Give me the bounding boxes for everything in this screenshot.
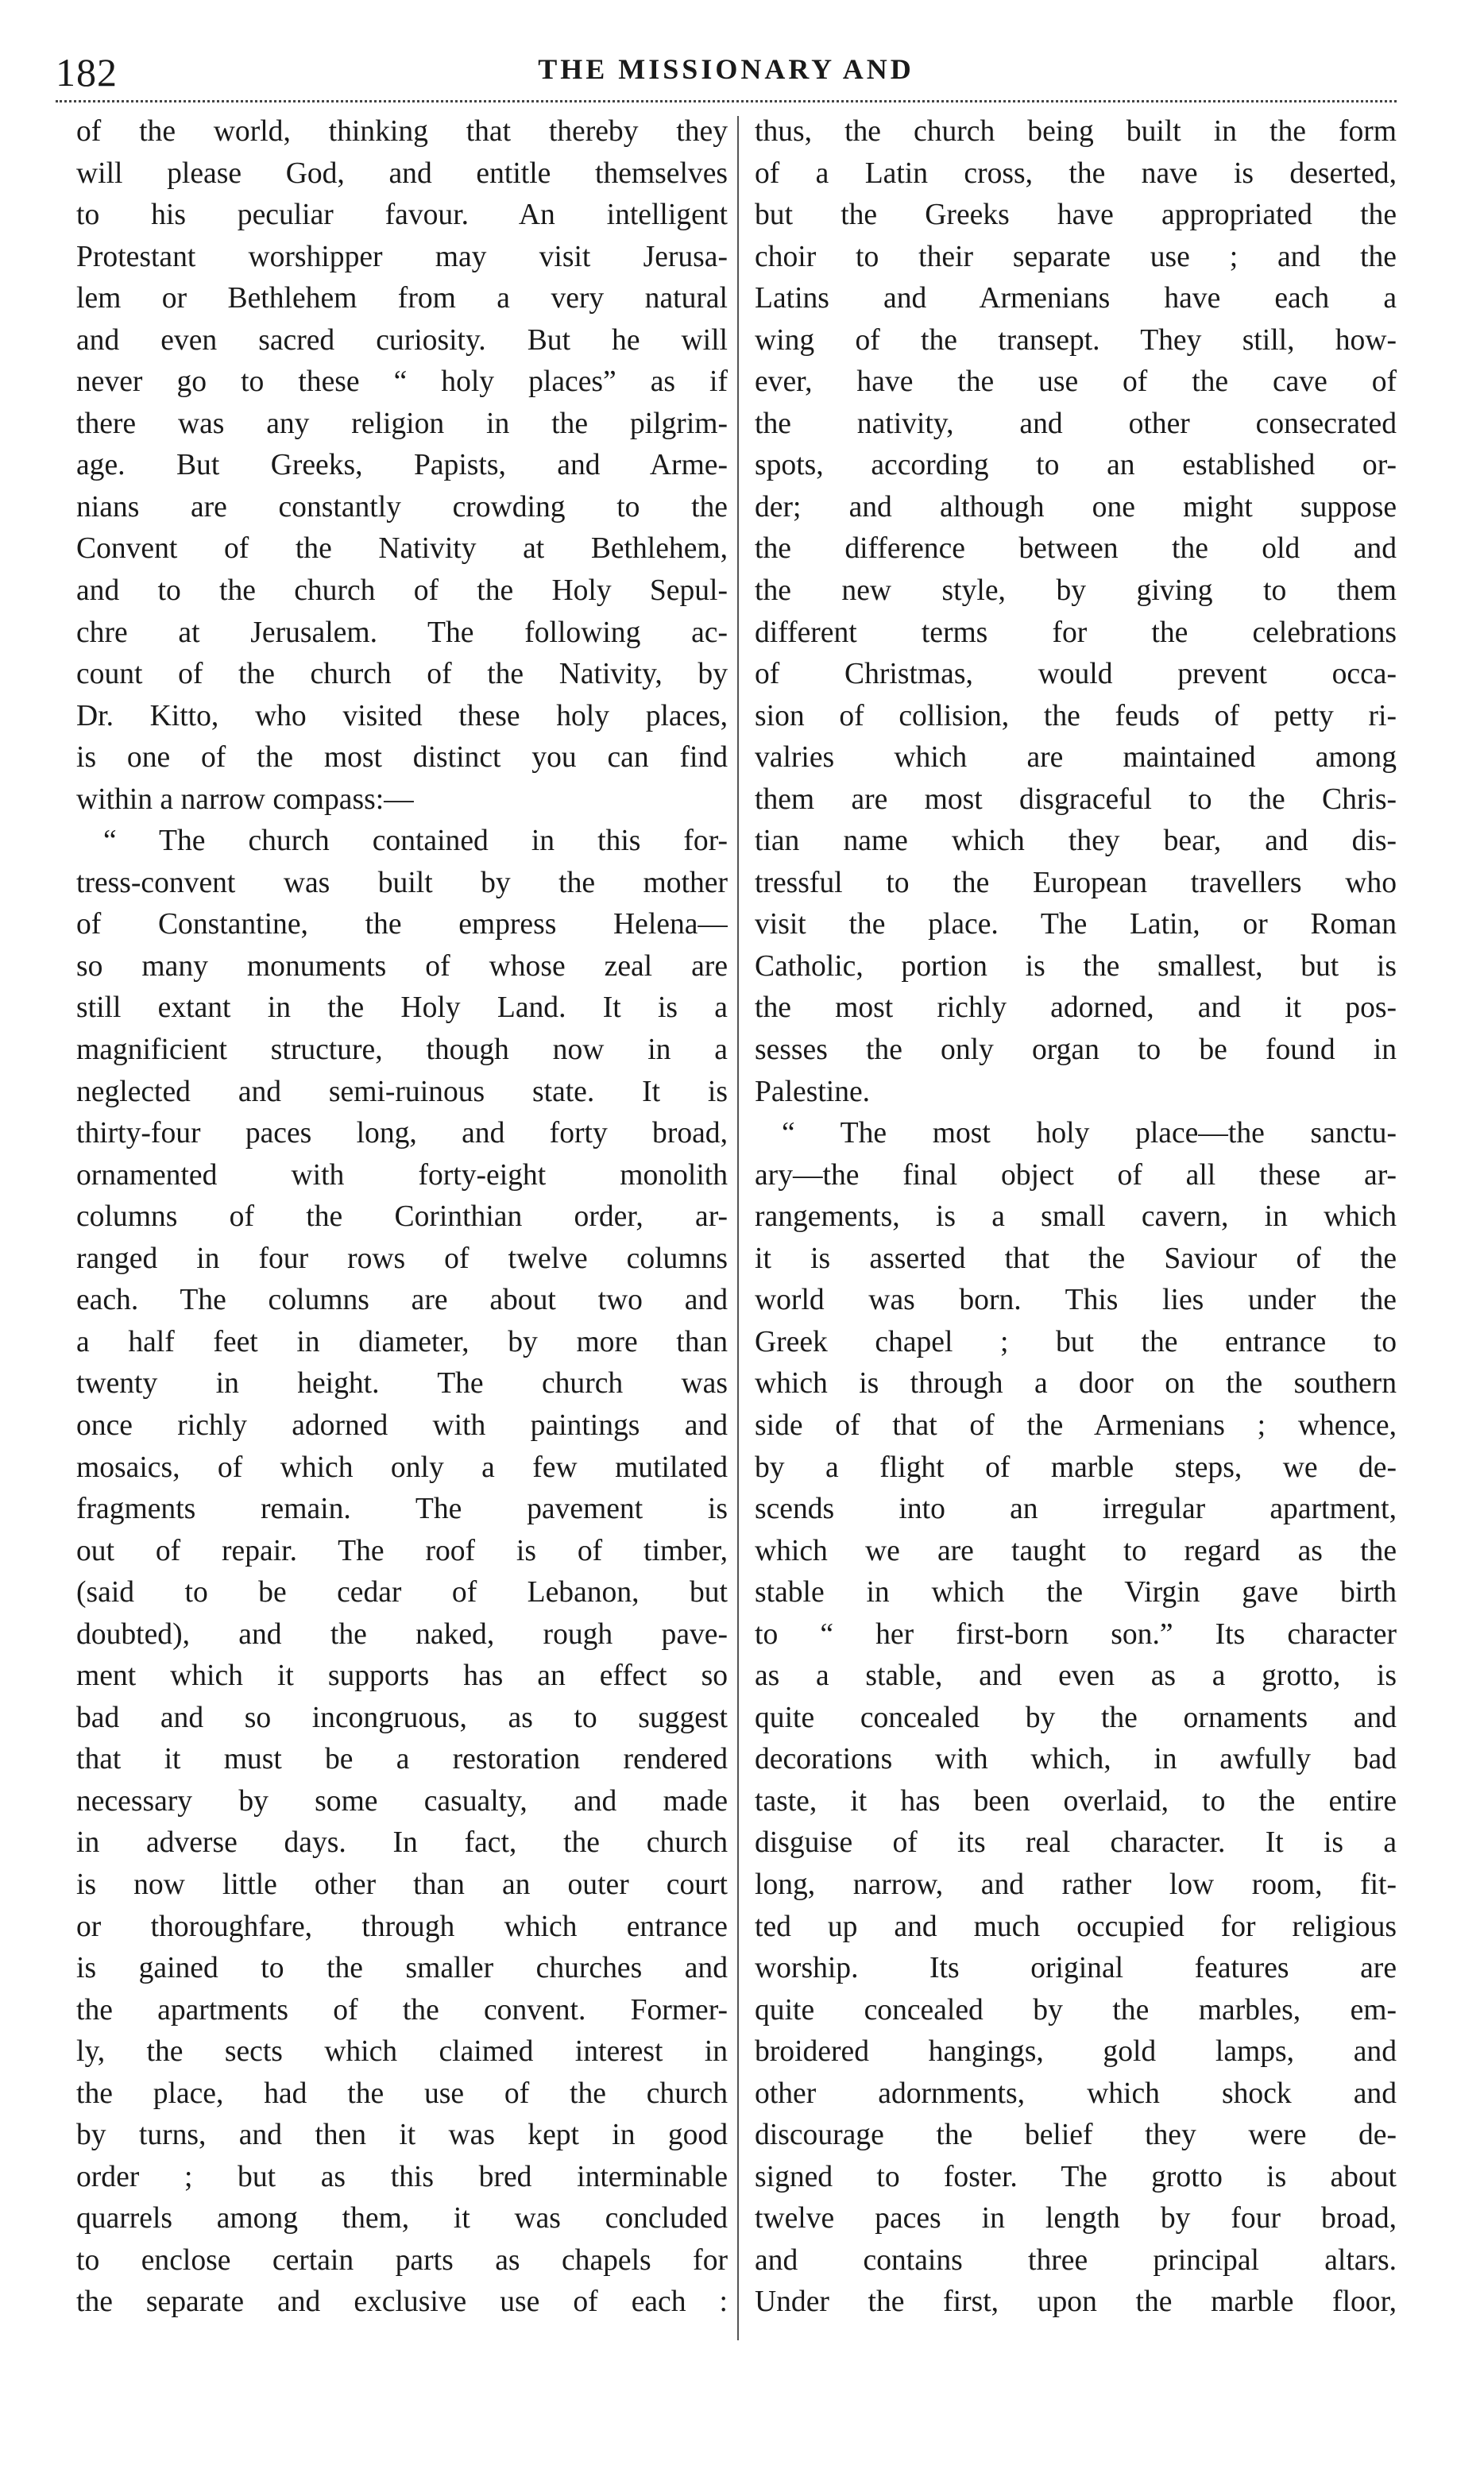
text-line: within a narrow compass:— bbox=[76, 782, 414, 816]
text-line: columns of the Corinthian order, ar- bbox=[76, 1200, 728, 1234]
text-line: to enclose certain parts as chapels for bbox=[76, 2243, 728, 2277]
text-line: twelve paces in length by four broad, bbox=[755, 2202, 1397, 2235]
text-line: the difference between the old and bbox=[755, 532, 1397, 566]
text-line: of a Latin cross, the nave is deserted, bbox=[755, 156, 1397, 190]
text-line: but the Greeks have appropriated the bbox=[755, 199, 1397, 232]
text-line: thus, the church being built in the form bbox=[755, 115, 1397, 148]
text-line: “ The church contained in this for- bbox=[103, 825, 728, 858]
text-line: der; and although one might suppose bbox=[755, 490, 1397, 524]
text-line: of Constantine, the empress Helena— bbox=[76, 908, 728, 941]
text-line: Dr. Kitto, who visited these holy places, bbox=[76, 699, 728, 732]
text-line: is one of the most distinct you can find bbox=[76, 741, 728, 775]
text-line: signed to foster. The grotto is about bbox=[755, 2160, 1397, 2193]
right-column bbox=[755, 111, 1397, 2324]
text-line: once richly adorned with paintings and bbox=[76, 1408, 728, 1442]
text-line: sesses the only organ to be found in bbox=[755, 1034, 1397, 1067]
text-line: fragments remain. The pavement is bbox=[76, 1493, 728, 1526]
text-line: Catholic, portion is the smallest, but is bbox=[755, 949, 1397, 983]
text-line: as a stable, and even as a grotto, is bbox=[755, 1660, 1397, 1693]
text-line: and to the church of the Holy Sepul- bbox=[76, 574, 728, 608]
text-line: so many monuments of whose zeal are bbox=[76, 949, 728, 983]
text-line: chre at Jerusalem. The following ac- bbox=[76, 616, 728, 649]
text-line: to his peculiar favour. An intelligent bbox=[76, 199, 728, 232]
text-line: tian name which they bear, and dis- bbox=[755, 825, 1397, 858]
text-line: disguise of its real character. It is a bbox=[755, 1826, 1397, 1860]
text-line: nians are constantly crowding to the bbox=[76, 490, 728, 524]
running-head: THE MISSIONARY AND bbox=[538, 53, 914, 85]
text-line: ary—the final object of all these ar- bbox=[755, 1158, 1397, 1192]
text-line: of Christmas, would prevent occa- bbox=[755, 658, 1397, 691]
text-line: there was any religion in the pilgrim- bbox=[76, 407, 728, 440]
text-line: scends into an irregular apartment, bbox=[755, 1493, 1397, 1526]
text-line: it is asserted that the Saviour of the bbox=[755, 1242, 1397, 1275]
text-line: and even sacred curiosity. But he will bbox=[76, 323, 728, 357]
text-line: long, narrow, and rather low room, fit- bbox=[755, 1868, 1397, 1901]
text-line: out of repair. The roof is of timber, bbox=[76, 1534, 728, 1567]
text-line: in adverse days. In fact, the church bbox=[76, 1826, 728, 1860]
text-line: side of that of the Armenians ; whence, bbox=[755, 1408, 1397, 1442]
text-line: bad and so incongruous, as to suggest bbox=[76, 1701, 728, 1734]
text-line: broidered hangings, gold lamps, and bbox=[755, 2035, 1397, 2069]
text-line: neglected and semi-ruinous state. It is bbox=[76, 1075, 728, 1108]
text-line: doubted), and the naked, rough pave- bbox=[76, 1617, 728, 1651]
text-line: which we are taught to regard as the bbox=[755, 1534, 1397, 1567]
text-line: each. The columns are about two and bbox=[76, 1284, 728, 1317]
text-line: ranged in four rows of twelve columns bbox=[76, 1242, 728, 1275]
text-line: stable in which the Virgin gave birth bbox=[755, 1576, 1397, 1609]
text-line: tressful to the European travellers who bbox=[755, 866, 1397, 899]
left-column bbox=[76, 111, 728, 2324]
text-line: of the world, thinking that thereby they bbox=[76, 115, 728, 148]
text-line: quite concealed by the marbles, em- bbox=[755, 1993, 1397, 2027]
page-number: 182 bbox=[56, 50, 118, 95]
text-line: age. But Greeks, Papists, and Arme- bbox=[76, 449, 728, 482]
text-line: Palestine. bbox=[755, 1075, 871, 1108]
text-line: Latins and Armenians have each a bbox=[755, 282, 1397, 315]
text-line: valries which are maintained among bbox=[755, 741, 1397, 775]
text-line: ornamented with forty-eight monolith bbox=[76, 1158, 728, 1192]
text-line: “ The most holy place—the sanctu- bbox=[782, 1117, 1397, 1150]
text-line: quite concealed by the ornaments and bbox=[755, 1701, 1397, 1734]
text-line: twenty in height. The church was bbox=[76, 1367, 728, 1401]
header-rule bbox=[56, 100, 1397, 102]
text-line: tress-convent was built by the mother bbox=[76, 866, 728, 899]
text-line: the place, had the use of the church bbox=[76, 2077, 728, 2110]
text-line: spots, according to an established or- bbox=[755, 449, 1397, 482]
text-line: by turns, and then it was kept in good bbox=[76, 2119, 728, 2152]
text-line: by a flight of marble steps, we de- bbox=[755, 1451, 1397, 1484]
text-line: magnificient structure, though now in a bbox=[76, 1034, 728, 1067]
text-line: a half feet in diameter, by more than bbox=[76, 1325, 728, 1358]
text-line: sion of collision, the feuds of petty ri- bbox=[755, 699, 1397, 732]
text-line: and contains three principal altars. bbox=[755, 2243, 1397, 2277]
text-line: which is through a door on the southern bbox=[755, 1367, 1397, 1401]
text-line: Greek chapel ; but the entrance to bbox=[755, 1325, 1397, 1358]
text-line: choir to their separate use ; and the bbox=[755, 240, 1397, 273]
text-line: still extant in the Holy Land. It is a bbox=[76, 991, 728, 1025]
column-divider bbox=[737, 116, 739, 2340]
text-line: wing of the transept. They still, how- bbox=[755, 323, 1397, 357]
text-line: ment which it supports has an effect so bbox=[76, 1660, 728, 1693]
text-line: them are most disgraceful to the Chris- bbox=[755, 782, 1397, 816]
text-line: visit the place. The Latin, or Roman bbox=[755, 908, 1397, 941]
text-line: necessary by some casualty, and made bbox=[76, 1784, 728, 1818]
text-line: the most richly adorned, and it pos- bbox=[755, 991, 1397, 1025]
text-line: the separate and exclusive use of each : bbox=[76, 2285, 728, 2319]
text-line: quarrels among them, it was concluded bbox=[76, 2202, 728, 2235]
text-line: to “ her first-born son.” Its character bbox=[755, 1617, 1397, 1651]
text-line: discourage the belief they were de- bbox=[755, 2119, 1397, 2152]
text-line: rangements, is a small cavern, in which bbox=[755, 1200, 1397, 1234]
text-line: is gained to the smaller churches and bbox=[76, 1952, 728, 1985]
text-line: decorations with which, in awfully bad bbox=[755, 1743, 1397, 1776]
text-line: will please God, and entitle themselves bbox=[76, 156, 728, 190]
text-line: that it must be a restoration rendered bbox=[76, 1743, 728, 1776]
text-line: (said to be cedar of Lebanon, but bbox=[76, 1576, 728, 1609]
text-line: other adornments, which shock and bbox=[755, 2077, 1397, 2110]
text-line: Under the first, upon the marble floor, bbox=[755, 2285, 1397, 2319]
text-line: the nativity, and other consecrated bbox=[755, 407, 1397, 440]
text-line: order ; but as this bred interminable bbox=[76, 2160, 728, 2193]
text-line: lem or Bethlehem from a very natural bbox=[76, 282, 728, 315]
text-line: Convent of the Nativity at Bethlehem, bbox=[76, 532, 728, 566]
text-line: Protestant worshipper may visit Jerusa- bbox=[76, 240, 728, 273]
text-line: ted up and much occupied for religious bbox=[755, 1910, 1397, 1943]
text-line: ever, have the use of the cave of bbox=[755, 365, 1397, 399]
text-line: the new style, by giving to them bbox=[755, 574, 1397, 608]
text-line: worship. Its original features are bbox=[755, 1952, 1397, 1985]
text-line: count of the church of the Nativity, by bbox=[76, 658, 728, 691]
text-line: taste, it has been overlaid, to the entire bbox=[755, 1784, 1397, 1818]
text-line: the apartments of the convent. Former- bbox=[76, 1993, 728, 2027]
text-line: is now little other than an outer court bbox=[76, 1868, 728, 1901]
text-line: mosaics, of which only a few mutilated bbox=[76, 1451, 728, 1484]
text-line: different terms for the celebrations bbox=[755, 616, 1397, 649]
text-line: or thoroughfare, through which entrance bbox=[76, 1910, 728, 1943]
text-line: world was born. This lies under the bbox=[755, 1284, 1397, 1317]
text-line: ly, the sects which claimed interest in bbox=[76, 2035, 728, 2069]
text-line: thirty-four paces long, and forty broad, bbox=[76, 1117, 728, 1150]
page-header bbox=[56, 49, 1397, 97]
text-line: never go to these “ holy places” as if bbox=[76, 365, 728, 399]
